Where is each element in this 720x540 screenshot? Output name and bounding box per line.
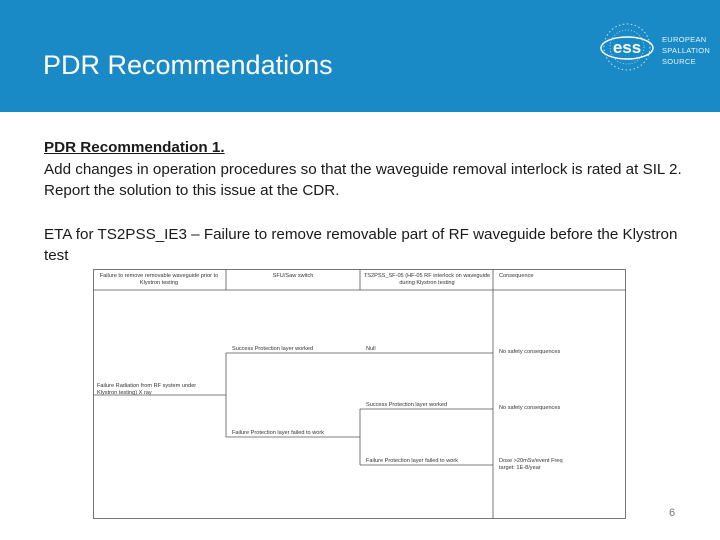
eta-intro: ETA for TS2PSS_IE3 – Failure to remove removable part of RF waveguide before the Klystron test <box>44 225 678 264</box>
recommendation-heading: PDR Recommendation 1. <box>44 139 225 156</box>
ess-logo-icon <box>596 22 658 72</box>
recommendation-text: Add changes in operation procedures so that the waveguide removal interlock is rated at SIL 2. Report the solution to this issue at the CDR. <box>44 160 682 199</box>
eta-consequence-3: Dose >20mSv/event Freq target: 1E-8/year <box>499 458 563 471</box>
eta-col2-success: Success Protection layer worked <box>232 346 314 352</box>
eta-consequence-1: No safety consequences <box>499 349 561 355</box>
eta-header-col3: TS2PSS_SF-05 (HF-05 RF interlock on waveguide during Klystron testing <box>363 273 491 286</box>
page-number: 6 <box>669 507 676 519</box>
header-bar <box>0 0 720 112</box>
logo-mark-text: ess <box>612 38 642 57</box>
logo-text-line: EUROPEAN <box>662 35 707 44</box>
eta-col3-failure: Failure Protection layer failed to work <box>366 458 459 464</box>
slide-body <box>44 137 684 267</box>
eta-header-col2: SFU/Saw switch <box>272 273 314 279</box>
eta-header-initiating: Failure to remove removable waveguide prior to Klystron testing <box>99 273 219 286</box>
eta-table <box>93 269 626 519</box>
eta-header-consequence: Consequence <box>499 273 534 279</box>
logo-text-line: SPALLATION <box>662 46 711 55</box>
eta-consequence-2: No safety consequences <box>499 405 561 411</box>
eta-col3-null: Null <box>366 346 376 352</box>
eta-initiating-event: Failure Radiation from RF system under Klystron testing) X ray <box>97 383 197 396</box>
slide-title: PDR Recommendations <box>43 50 333 80</box>
logo-text-line: SOURCE <box>662 57 696 66</box>
eta-col2-failure: Failure Protection layer failed to work <box>232 430 325 436</box>
logo-text <box>662 34 710 67</box>
eta-col3-success: Success Protection layer worked <box>366 402 448 408</box>
